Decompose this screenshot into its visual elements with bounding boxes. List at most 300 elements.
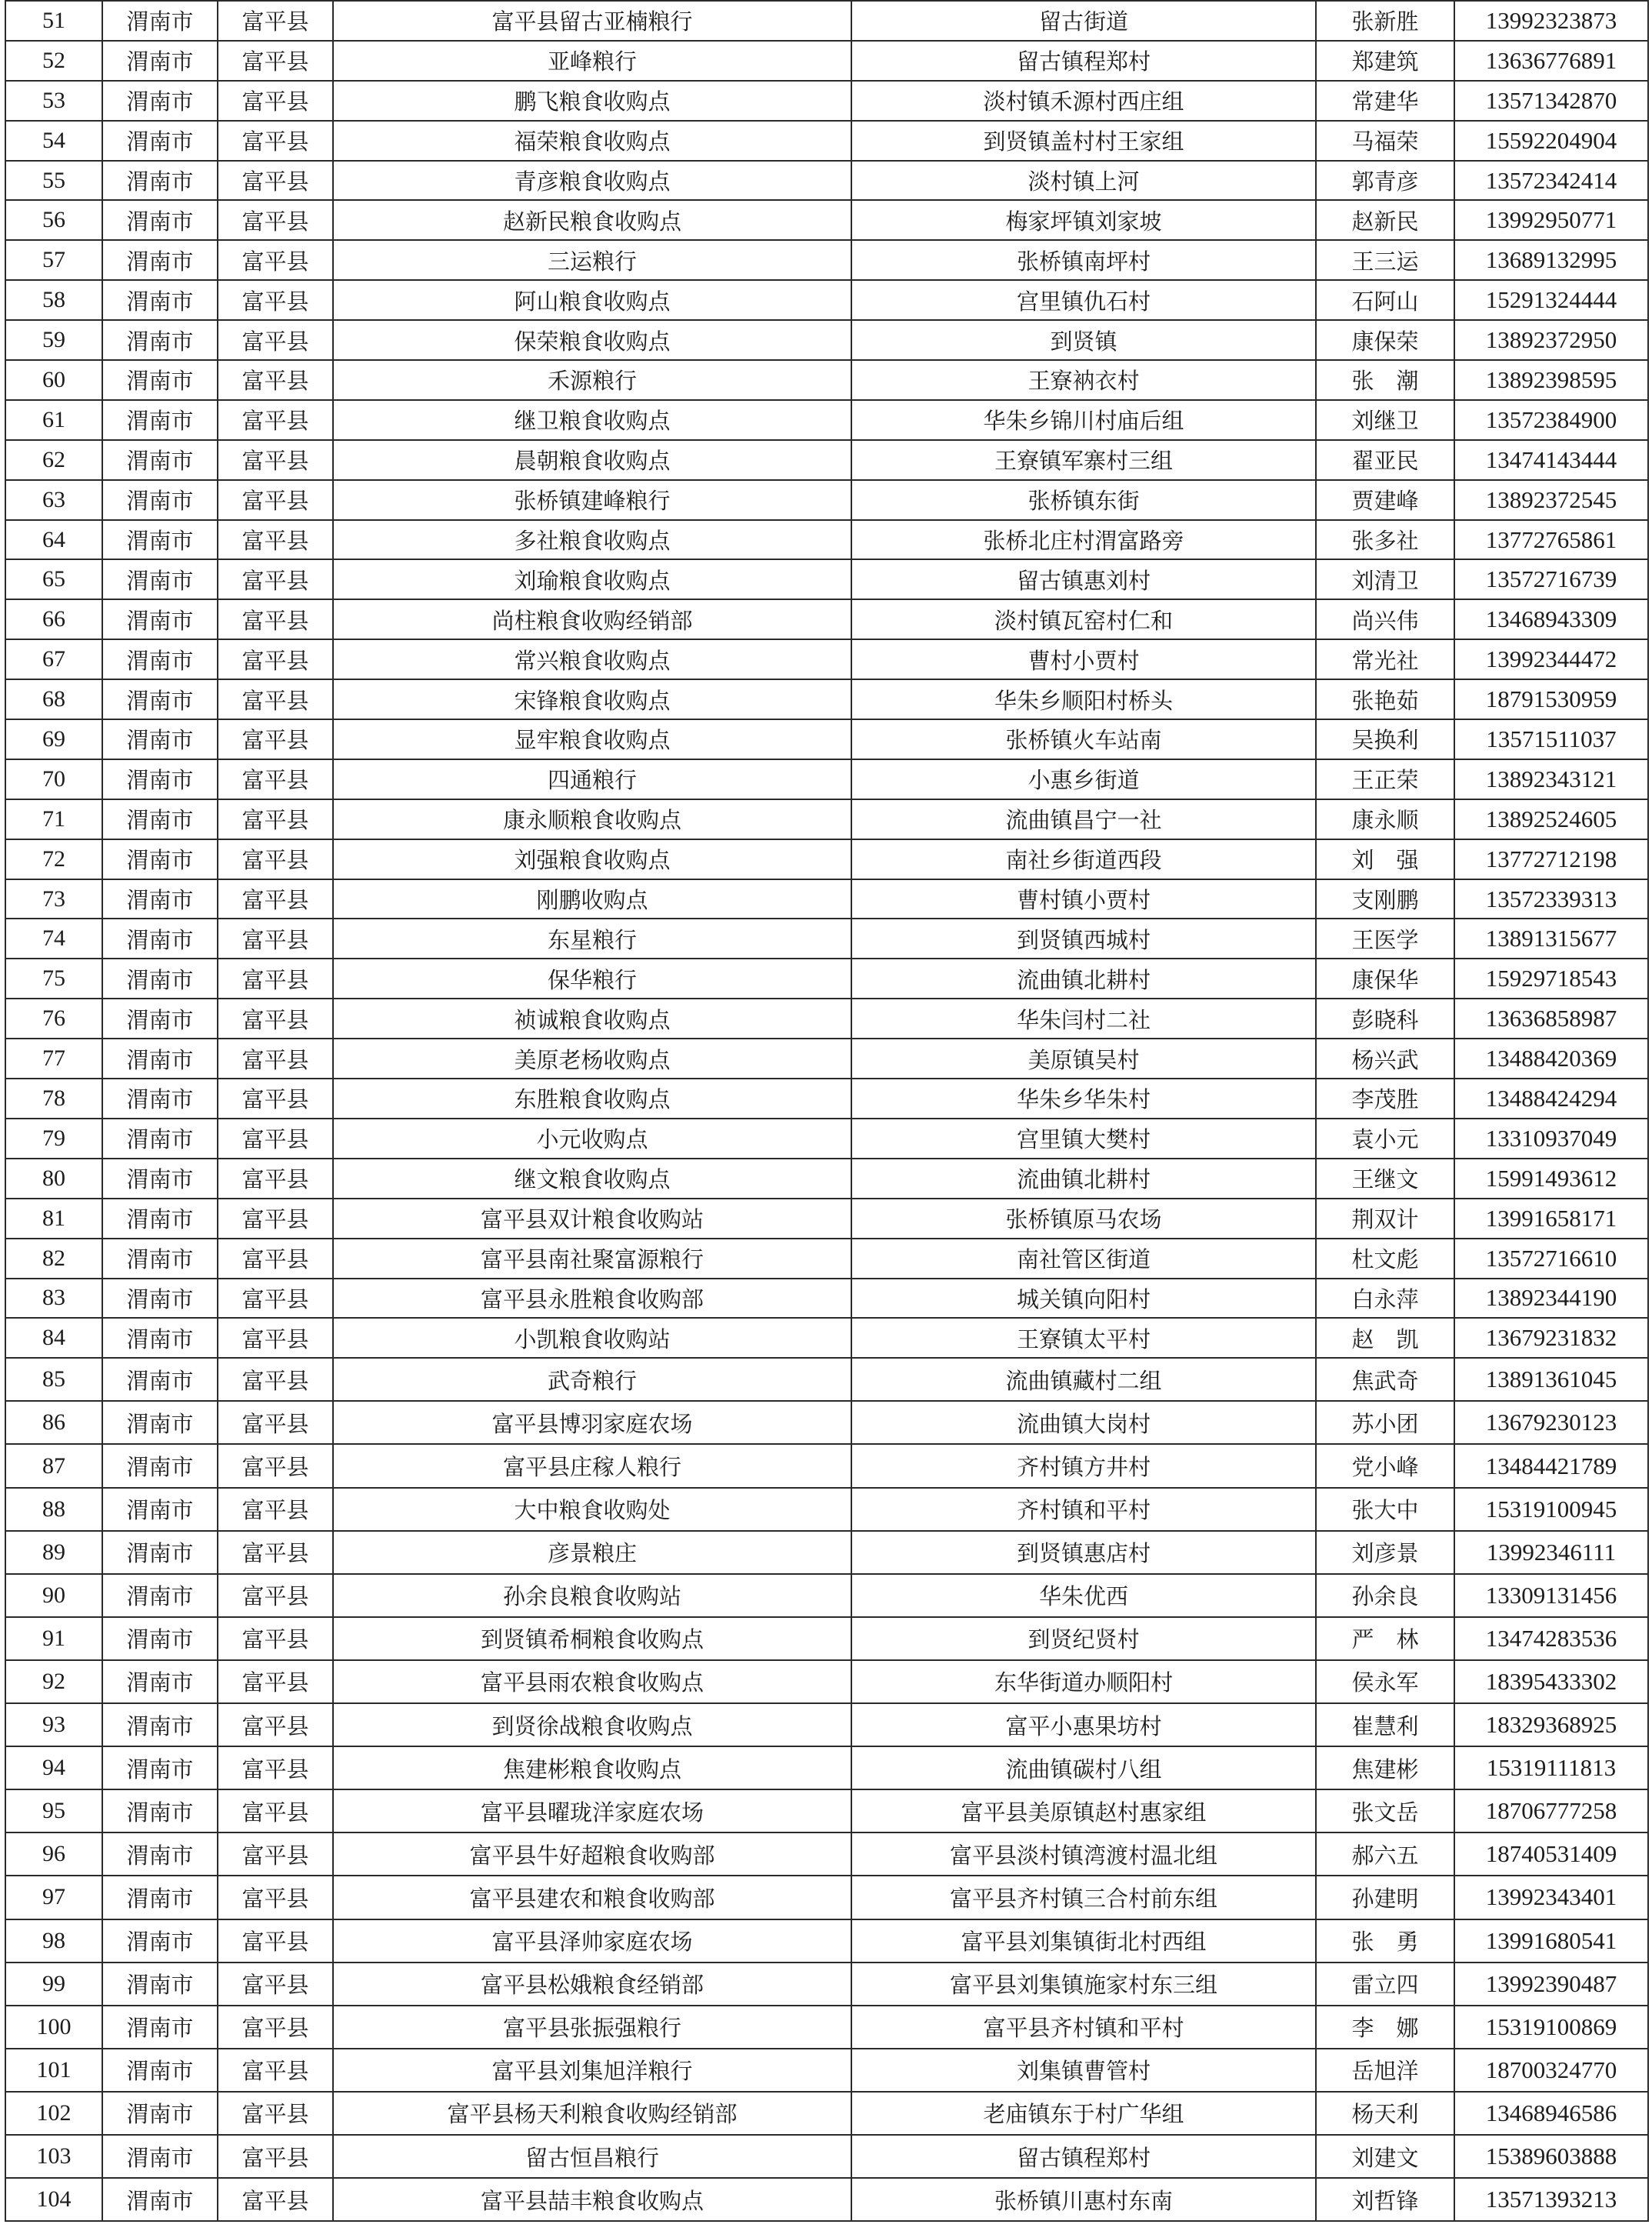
county-cell: 富平县: [218, 1789, 333, 1832]
business-name-cell: 刘强粮食收购点: [333, 839, 851, 879]
business-name-cell: 青彦粮食收购点: [333, 161, 851, 201]
contact-person-cell: 焦武奇: [1316, 1358, 1454, 1401]
address-cell: 流曲镇北耕村: [851, 959, 1316, 999]
city-cell: 渭南市: [102, 719, 218, 759]
address-cell: 老庙镇东于村广华组: [851, 2092, 1316, 2135]
address-cell: 淡村镇上河: [851, 161, 1316, 201]
address-cell: 华朱乡锦川村庙后组: [851, 400, 1316, 440]
table-row: [5, 679, 1648, 719]
business-name-cell: 康永顺粮食收购点: [333, 799, 851, 839]
city-cell: 渭南市: [102, 161, 218, 201]
address-cell: 富平县美原镇赵村惠家组: [851, 1789, 1316, 1832]
row-number-cell: 63: [5, 480, 102, 520]
contact-person-cell: 赵 凯: [1316, 1318, 1454, 1358]
phone-number-cell: 15291324444: [1454, 280, 1648, 320]
address-cell: 留古街道: [851, 1, 1316, 41]
address-cell: 富平县齐村镇和平村: [851, 2006, 1316, 2049]
table-row: [5, 1660, 1648, 1703]
row-number-cell: 67: [5, 639, 102, 679]
contact-person-cell: 刘清卫: [1316, 559, 1454, 599]
address-cell: 曹村镇小贾村: [851, 879, 1316, 919]
address-cell: 宫里镇仇石村: [851, 280, 1316, 320]
phone-number-cell: 18706777258: [1454, 1789, 1648, 1832]
table-row: [5, 320, 1648, 360]
table-row: [5, 759, 1648, 799]
county-cell: 富平县: [218, 81, 333, 121]
business-name-cell: 东星粮行: [333, 919, 851, 959]
contact-person-cell: 严 林: [1316, 1617, 1454, 1660]
phone-number-cell: 13991680541: [1454, 1919, 1648, 1963]
business-name-cell: 富平县曜珑洋家庭农场: [333, 1789, 851, 1832]
table-row: [5, 1963, 1648, 2006]
city-cell: 渭南市: [102, 879, 218, 919]
county-cell: 富平县: [218, 1963, 333, 2006]
contact-person-cell: 孙建明: [1316, 1876, 1454, 1919]
contact-person-cell: 郭青彦: [1316, 161, 1454, 201]
phone-number-cell: 13892344190: [1454, 1279, 1648, 1319]
phone-number-cell: 15389603888: [1454, 2135, 1648, 2178]
address-cell: 刘集镇曹管村: [851, 2049, 1316, 2092]
contact-person-cell: 张多社: [1316, 520, 1454, 560]
contact-person-cell: 岳旭洋: [1316, 2049, 1454, 2092]
table-row: [5, 240, 1648, 280]
address-cell: 淡村镇瓦窑村仁和: [851, 599, 1316, 639]
contact-person-cell: 王医学: [1316, 919, 1454, 959]
row-number-cell: 102: [5, 2092, 102, 2135]
address-cell: 华朱乡顺阳村桥头: [851, 679, 1316, 719]
phone-number-cell: 13474283536: [1454, 1617, 1648, 1660]
table-row: [5, 959, 1648, 999]
table-row: [5, 839, 1648, 879]
county-cell: 富平县: [218, 1, 333, 41]
contact-person-cell: 康永顺: [1316, 799, 1454, 839]
row-number-cell: 74: [5, 919, 102, 959]
row-number-cell: 93: [5, 1703, 102, 1746]
table-row: [5, 1832, 1648, 1876]
county-cell: 富平县: [218, 1079, 333, 1119]
table-row: [5, 1531, 1648, 1574]
phone-number-cell: 13636776891: [1454, 41, 1648, 81]
city-cell: 渭南市: [102, 639, 218, 679]
table-row: [5, 1401, 1648, 1444]
row-number-cell: 103: [5, 2135, 102, 2178]
contact-person-cell: 张新胜: [1316, 1, 1454, 41]
phone-number-cell: 13572342414: [1454, 161, 1648, 201]
contact-person-cell: 刘彦景: [1316, 1531, 1454, 1574]
phone-number-cell: 18329368925: [1454, 1703, 1648, 1746]
row-number-cell: 56: [5, 200, 102, 240]
table-row: [5, 400, 1648, 440]
county-cell: 富平县: [218, 1318, 333, 1358]
phone-number-cell: 13892524605: [1454, 799, 1648, 839]
address-cell: 华朱乡华朱村: [851, 1079, 1316, 1119]
address-cell: 王寮镇军寨村三组: [851, 440, 1316, 480]
address-cell: 张桥镇川惠村东南: [851, 2178, 1316, 2221]
county-cell: 富平县: [218, 2135, 333, 2178]
address-cell: 流曲镇北耕村: [851, 1159, 1316, 1199]
contact-person-cell: 贾建峰: [1316, 480, 1454, 520]
phone-number-cell: 13992346111: [1454, 1531, 1648, 1574]
contact-person-cell: 荆双计: [1316, 1199, 1454, 1239]
county-cell: 富平县: [218, 1401, 333, 1444]
phone-number-cell: 13468946586: [1454, 2092, 1648, 2135]
contact-person-cell: 张大中: [1316, 1488, 1454, 1531]
row-number-cell: 72: [5, 839, 102, 879]
city-cell: 渭南市: [102, 480, 218, 520]
table-row: [5, 81, 1648, 121]
table-body: [5, 1, 1648, 2221]
county-cell: 富平县: [218, 1617, 333, 1660]
phone-number-cell: 13571393213: [1454, 2178, 1648, 2221]
county-cell: 富平县: [218, 639, 333, 679]
county-cell: 富平县: [218, 959, 333, 999]
phone-number-cell: 18700324770: [1454, 2049, 1648, 2092]
address-cell: 张桥镇东街: [851, 480, 1316, 520]
row-number-cell: 84: [5, 1318, 102, 1358]
table-row: [5, 1574, 1648, 1617]
contact-person-cell: 郑建筑: [1316, 41, 1454, 81]
business-name-cell: 赵新民粮食收购点: [333, 200, 851, 240]
address-cell: 华朱优西: [851, 1574, 1316, 1617]
table-row: [5, 2049, 1648, 2092]
city-cell: 渭南市: [102, 1832, 218, 1876]
contact-person-cell: 张艳茹: [1316, 679, 1454, 719]
address-cell: 王寮镇太平村: [851, 1318, 1316, 1358]
county-cell: 富平县: [218, 1199, 333, 1239]
grain-purchaser-table: [5, 0, 1649, 2222]
city-cell: 渭南市: [102, 1746, 218, 1789]
phone-number-cell: 15929718543: [1454, 959, 1648, 999]
county-cell: 富平县: [218, 1876, 333, 1919]
phone-number-cell: 13891361045: [1454, 1358, 1648, 1401]
row-number-cell: 73: [5, 879, 102, 919]
phone-number-cell: 13992343401: [1454, 1876, 1648, 1919]
row-number-cell: 53: [5, 81, 102, 121]
business-name-cell: 到贤镇希桐粮食收购点: [333, 1617, 851, 1660]
contact-person-cell: 孙余良: [1316, 1574, 1454, 1617]
contact-person-cell: 刘建文: [1316, 2135, 1454, 2178]
address-cell: 美原镇吴村: [851, 1039, 1316, 1079]
table-row: [5, 1703, 1648, 1746]
row-number-cell: 99: [5, 1963, 102, 2006]
business-name-cell: 四通粮行: [333, 759, 851, 799]
table-row: [5, 2135, 1648, 2178]
business-name-cell: 祯诚粮食收购点: [333, 999, 851, 1039]
table-row: [5, 520, 1648, 560]
county-cell: 富平县: [218, 759, 333, 799]
row-number-cell: 85: [5, 1358, 102, 1401]
business-name-cell: 保华粮行: [333, 959, 851, 999]
contact-person-cell: 郝六五: [1316, 1832, 1454, 1876]
city-cell: 渭南市: [102, 1574, 218, 1617]
business-name-cell: 亚峰粮行: [333, 41, 851, 81]
address-cell: 曹村小贾村: [851, 639, 1316, 679]
city-cell: 渭南市: [102, 320, 218, 360]
address-cell: 小惠乡街道: [851, 759, 1316, 799]
county-cell: 富平县: [218, 1159, 333, 1199]
row-number-cell: 65: [5, 559, 102, 599]
row-number-cell: 70: [5, 759, 102, 799]
table-row: [5, 719, 1648, 759]
contact-person-cell: 杜文彪: [1316, 1239, 1454, 1279]
city-cell: 渭南市: [102, 1039, 218, 1079]
row-number-cell: 101: [5, 2049, 102, 2092]
phone-number-cell: 13892372950: [1454, 320, 1648, 360]
business-name-cell: 留古恒昌粮行: [333, 2135, 851, 2178]
row-number-cell: 75: [5, 959, 102, 999]
contact-person-cell: 马福荣: [1316, 121, 1454, 161]
business-name-cell: 阿山粮食收购点: [333, 280, 851, 320]
row-number-cell: 98: [5, 1919, 102, 1963]
row-number-cell: 81: [5, 1199, 102, 1239]
business-name-cell: 显牢粮食收购点: [333, 719, 851, 759]
contact-person-cell: 杨兴武: [1316, 1039, 1454, 1079]
city-cell: 渭南市: [102, 1279, 218, 1319]
table-row: [5, 1239, 1648, 1279]
row-number-cell: 57: [5, 240, 102, 280]
business-name-cell: 富平县牛好超粮食收购部: [333, 1832, 851, 1876]
address-cell: 到贤镇惠店村: [851, 1531, 1316, 1574]
row-number-cell: 66: [5, 599, 102, 639]
address-cell: 王寮衲衣村: [851, 360, 1316, 400]
contact-person-cell: 王三运: [1316, 240, 1454, 280]
row-number-cell: 64: [5, 520, 102, 560]
county-cell: 富平县: [218, 320, 333, 360]
address-cell: 到贤镇盖村村王家组: [851, 121, 1316, 161]
business-name-cell: 富平县双计粮食收购站: [333, 1199, 851, 1239]
city-cell: 渭南市: [102, 1079, 218, 1119]
city-cell: 渭南市: [102, 919, 218, 959]
contact-person-cell: 康保华: [1316, 959, 1454, 999]
city-cell: 渭南市: [102, 2006, 218, 2049]
table-row: [5, 1444, 1648, 1487]
contact-person-cell: 白永萍: [1316, 1279, 1454, 1319]
table-row: [5, 999, 1648, 1039]
phone-number-cell: 13892372545: [1454, 480, 1648, 520]
city-cell: 渭南市: [102, 679, 218, 719]
phone-number-cell: 13572716739: [1454, 559, 1648, 599]
contact-person-cell: 赵新民: [1316, 200, 1454, 240]
row-number-cell: 95: [5, 1789, 102, 1832]
row-number-cell: 90: [5, 1574, 102, 1617]
phone-number-cell: 15991493612: [1454, 1159, 1648, 1199]
city-cell: 渭南市: [102, 999, 218, 1039]
address-cell: 张桥镇南坪村: [851, 240, 1316, 280]
address-cell: 宫里镇大樊村: [851, 1119, 1316, 1159]
county-cell: 富平县: [218, 200, 333, 240]
row-number-cell: 83: [5, 1279, 102, 1319]
address-cell: 富平小惠果坊村: [851, 1703, 1316, 1746]
city-cell: 渭南市: [102, 360, 218, 400]
business-name-cell: 晨朝粮食收购点: [333, 440, 851, 480]
county-cell: 富平县: [218, 1574, 333, 1617]
city-cell: 渭南市: [102, 759, 218, 799]
address-cell: 留古镇程郑村: [851, 2135, 1316, 2178]
city-cell: 渭南市: [102, 959, 218, 999]
county-cell: 富平县: [218, 1444, 333, 1487]
city-cell: 渭南市: [102, 799, 218, 839]
contact-person-cell: 尚兴伟: [1316, 599, 1454, 639]
contact-person-cell: 王继文: [1316, 1159, 1454, 1199]
row-number-cell: 88: [5, 1488, 102, 1531]
table-row: [5, 599, 1648, 639]
county-cell: 富平县: [218, 879, 333, 919]
contact-person-cell: 张文岳: [1316, 1789, 1454, 1832]
row-number-cell: 97: [5, 1876, 102, 1919]
city-cell: 渭南市: [102, 520, 218, 560]
county-cell: 富平县: [218, 559, 333, 599]
contact-person-cell: 侯永军: [1316, 1660, 1454, 1703]
city-cell: 渭南市: [102, 1660, 218, 1703]
county-cell: 富平县: [218, 1746, 333, 1789]
city-cell: 渭南市: [102, 839, 218, 879]
city-cell: 渭南市: [102, 559, 218, 599]
phone-number-cell: 13468943309: [1454, 599, 1648, 639]
address-cell: 张桥镇原马农场: [851, 1199, 1316, 1239]
county-cell: 富平县: [218, 1239, 333, 1279]
table-row: [5, 1318, 1648, 1358]
phone-number-cell: 13891315677: [1454, 919, 1648, 959]
county-cell: 富平县: [218, 999, 333, 1039]
business-name-cell: 常兴粮食收购点: [333, 639, 851, 679]
contact-person-cell: 张 潮: [1316, 360, 1454, 400]
business-name-cell: 孙余良粮食收购站: [333, 1574, 851, 1617]
county-cell: 富平县: [218, 1358, 333, 1401]
contact-person-cell: 焦建彬: [1316, 1746, 1454, 1789]
row-number-cell: 100: [5, 2006, 102, 2049]
table-row: [5, 161, 1648, 201]
business-name-cell: 禾源粮行: [333, 360, 851, 400]
table-row: [5, 2006, 1648, 2049]
county-cell: 富平县: [218, 719, 333, 759]
table-row: [5, 2092, 1648, 2135]
table-row: [5, 879, 1648, 919]
contact-person-cell: 彭晓科: [1316, 999, 1454, 1039]
county-cell: 富平县: [218, 799, 333, 839]
county-cell: 富平县: [218, 1039, 333, 1079]
table-row: [5, 1159, 1648, 1199]
phone-number-cell: 13992390487: [1454, 1963, 1648, 2006]
row-number-cell: 58: [5, 280, 102, 320]
phone-number-cell: 13309131456: [1454, 1574, 1648, 1617]
address-cell: 流曲镇昌宁一社: [851, 799, 1316, 839]
row-number-cell: 59: [5, 320, 102, 360]
contact-person-cell: 石阿山: [1316, 280, 1454, 320]
business-name-cell: 多社粮食收购点: [333, 520, 851, 560]
address-cell: 华朱闫村二社: [851, 999, 1316, 1039]
city-cell: 渭南市: [102, 1963, 218, 2006]
city-cell: 渭南市: [102, 1876, 218, 1919]
business-name-cell: 继文粮食收购点: [333, 1159, 851, 1199]
contact-person-cell: 刘哲锋: [1316, 2178, 1454, 2221]
address-cell: 富平县淡村镇湾渡村温北组: [851, 1832, 1316, 1876]
table-row: [5, 1876, 1648, 1919]
county-cell: 富平县: [218, 1703, 333, 1746]
city-cell: 渭南市: [102, 2178, 218, 2221]
county-cell: 富平县: [218, 1832, 333, 1876]
phone-number-cell: 13892343121: [1454, 759, 1648, 799]
row-number-cell: 76: [5, 999, 102, 1039]
business-name-cell: 富平县松娥粮食经销部: [333, 1963, 851, 2006]
table-row: [5, 1119, 1648, 1159]
business-name-cell: 焦建彬粮食收购点: [333, 1746, 851, 1789]
table-row: [5, 280, 1648, 320]
address-cell: 富平县齐村镇三合村前东组: [851, 1876, 1316, 1919]
city-cell: 渭南市: [102, 2135, 218, 2178]
business-name-cell: 美原老杨收购点: [333, 1039, 851, 1079]
row-number-cell: 61: [5, 400, 102, 440]
business-name-cell: 富平县泽帅家庭农场: [333, 1919, 851, 1963]
grain-purchase-table-page: [5, 0, 1647, 2222]
address-cell: 城关镇向阳村: [851, 1279, 1316, 1319]
row-number-cell: 54: [5, 121, 102, 161]
table-row: [5, 1079, 1648, 1119]
county-cell: 富平县: [218, 1919, 333, 1963]
contact-person-cell: 常光社: [1316, 639, 1454, 679]
city-cell: 渭南市: [102, 41, 218, 81]
city-cell: 渭南市: [102, 200, 218, 240]
county-cell: 富平县: [218, 2178, 333, 2221]
contact-person-cell: 吴换利: [1316, 719, 1454, 759]
business-name-cell: 富平县刘集旭洋粮行: [333, 2049, 851, 2092]
county-cell: 富平县: [218, 440, 333, 480]
phone-number-cell: 18791530959: [1454, 679, 1648, 719]
business-name-cell: 小凯粮食收购站: [333, 1318, 851, 1358]
phone-number-cell: 13992344472: [1454, 639, 1648, 679]
address-cell: 流曲镇藏村二组: [851, 1358, 1316, 1401]
phone-number-cell: 18740531409: [1454, 1832, 1648, 1876]
county-cell: 富平县: [218, 1531, 333, 1574]
city-cell: 渭南市: [102, 121, 218, 161]
phone-number-cell: 13571511037: [1454, 719, 1648, 759]
table-row: [5, 1488, 1648, 1531]
table-row: [5, 2178, 1648, 2221]
city-cell: 渭南市: [102, 1358, 218, 1401]
phone-number-cell: 15319100869: [1454, 2006, 1648, 2049]
contact-person-cell: 刘继卫: [1316, 400, 1454, 440]
phone-number-cell: 13772712198: [1454, 839, 1648, 879]
business-name-cell: 富平县南社聚富源粮行: [333, 1239, 851, 1279]
table-row: [5, 440, 1648, 480]
address-cell: 到贤镇: [851, 320, 1316, 360]
city-cell: 渭南市: [102, 2049, 218, 2092]
city-cell: 渭南市: [102, 1318, 218, 1358]
table-row: [5, 1039, 1648, 1079]
phone-number-cell: 13991658171: [1454, 1199, 1648, 1239]
row-number-cell: 89: [5, 1531, 102, 1574]
business-name-cell: 富平县庄稼人粮行: [333, 1444, 851, 1487]
county-cell: 富平县: [218, 2092, 333, 2135]
city-cell: 渭南市: [102, 81, 218, 121]
phone-number-cell: 13892398595: [1454, 360, 1648, 400]
county-cell: 富平县: [218, 520, 333, 560]
table-row: [5, 1746, 1648, 1789]
contact-person-cell: 李 娜: [1316, 2006, 1454, 2049]
county-cell: 富平县: [218, 480, 333, 520]
table-row: [5, 799, 1648, 839]
row-number-cell: 68: [5, 679, 102, 719]
table-row: [5, 1, 1648, 41]
row-number-cell: 104: [5, 2178, 102, 2221]
city-cell: 渭南市: [102, 1239, 218, 1279]
county-cell: 富平县: [218, 1660, 333, 1703]
row-number-cell: 96: [5, 1832, 102, 1876]
phone-number-cell: 13310937049: [1454, 1119, 1648, 1159]
phone-number-cell: 13689132995: [1454, 240, 1648, 280]
county-cell: 富平县: [218, 2049, 333, 2092]
row-number-cell: 60: [5, 360, 102, 400]
city-cell: 渭南市: [102, 1531, 218, 1574]
